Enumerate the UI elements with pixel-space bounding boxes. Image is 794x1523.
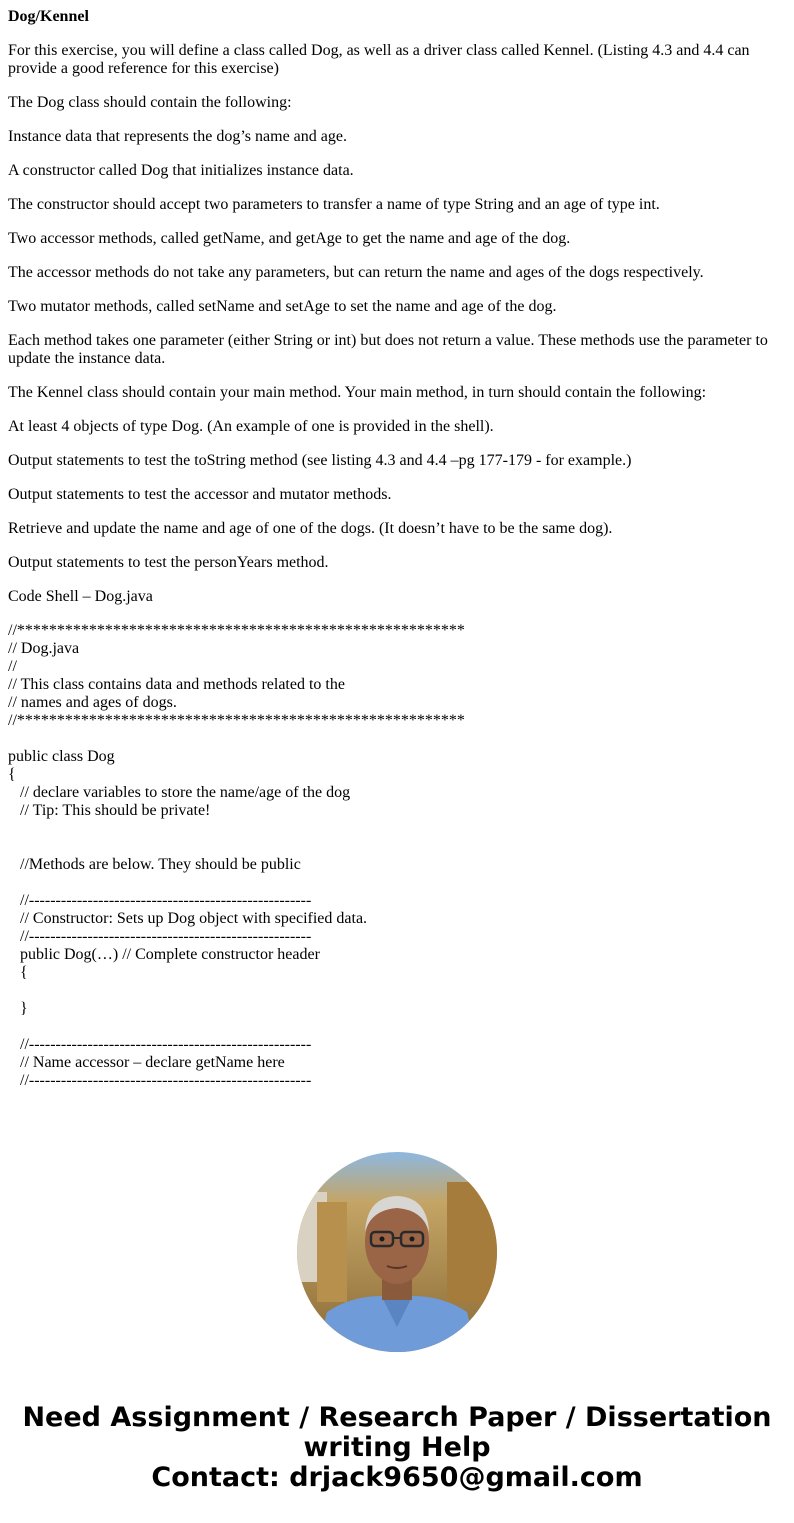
code-line: // This class contains data and methods related to the xyxy=(8,676,345,693)
code-line xyxy=(8,982,786,1000)
code-line: // xyxy=(8,658,17,675)
code-line: //******************************************************** xyxy=(8,712,465,729)
code-line: // Tip: This should be private! xyxy=(8,802,211,819)
code-line: public class Dog xyxy=(8,748,115,765)
code-line xyxy=(8,1018,786,1036)
paragraph: A constructor called Dog that initializes instance data. xyxy=(8,162,354,179)
code-line xyxy=(8,730,786,748)
code-shell xyxy=(8,622,786,1090)
paragraph: At least 4 objects of type Dog. (An example of one is provided in the shell). xyxy=(8,418,494,435)
paragraph: Output statements to test the personYears method. xyxy=(8,554,329,571)
code-line: // Dog.java xyxy=(8,640,80,657)
code-line: //----------------------------------------------------- xyxy=(8,892,312,909)
code-line: //Methods are below. They should be public xyxy=(8,856,301,873)
code-line: // Constructor: Sets up Dog object with specified data. xyxy=(8,910,368,927)
code-line: // names and ages of dogs. xyxy=(8,694,177,711)
paragraph: Output statements to test the toString method (see listing 4.3 and 4.4 –pg 177-179 - for example.) xyxy=(8,452,632,469)
paragraph: Output statements to test the accessor and mutator methods. xyxy=(8,486,392,503)
person-portrait-icon xyxy=(297,1152,497,1352)
code-line: //----------------------------------------------------- xyxy=(8,928,312,945)
code-line: //----------------------------------------------------- xyxy=(8,1036,312,1053)
code-line: public Dog(…) // Complete constructor header xyxy=(8,946,320,963)
code-line: // Name accessor – declare getName here xyxy=(8,1054,285,1071)
promo-line-1: Need Assignment / Research Paper / Dissertation xyxy=(22,1402,772,1433)
document xyxy=(8,8,786,1090)
document-title: Dog/Kennel xyxy=(8,8,89,25)
code-line: { xyxy=(8,964,28,981)
code-line: { xyxy=(8,766,16,783)
code-line: // declare variables to store the name/age of the dog xyxy=(8,784,351,801)
code-line xyxy=(8,874,786,892)
paragraph: Each method takes one parameter (either String or int) but does not return a value. These methods use the parameter to update the instance data. xyxy=(8,332,768,367)
paragraph: The Kennel class should contain your main method. Your main method, in turn should contain the following: xyxy=(8,384,707,401)
paragraph: For this exercise, you will define a class called Dog, as well as a driver class called Kennel. (Listing 4.3 and 4.4 can provide a good reference for this exercise) xyxy=(8,42,750,77)
paragraph: The Dog class should contain the following: xyxy=(8,94,292,111)
promo-contact: Contact: drjack9650@gmail.com xyxy=(151,1462,643,1493)
paragraph: Two mutator methods, called setName and setAge to set the name and age of the dog. xyxy=(8,298,557,315)
paragraph: Retrieve and update the name and age of one of the dogs. (It doesn’t have to be the same dog). xyxy=(8,520,613,537)
promo-line-2: writing Help xyxy=(303,1432,491,1463)
paragraph: Instance data that represents the dog’s name and age. xyxy=(8,128,347,145)
paragraph: Code Shell – Dog.java xyxy=(8,588,153,605)
paragraph: The constructor should accept two parameters to transfer a name of type String and an age of type int. xyxy=(8,196,660,213)
code-line: //----------------------------------------------------- xyxy=(8,1072,312,1089)
code-line: //******************************************************** xyxy=(8,622,465,639)
paragraph: The accessor methods do not take any parameters, but can return the name and ages of the dogs respectively. xyxy=(8,264,704,281)
code-line: } xyxy=(8,1000,28,1017)
promo-banner xyxy=(0,1403,794,1493)
paragraph-list xyxy=(8,42,786,606)
paragraph: Two accessor methods, called getName, and getAge to get the name and age of the dog. xyxy=(8,230,571,247)
code-line xyxy=(8,820,786,838)
code-line xyxy=(8,838,786,856)
author-photo xyxy=(297,1152,497,1352)
